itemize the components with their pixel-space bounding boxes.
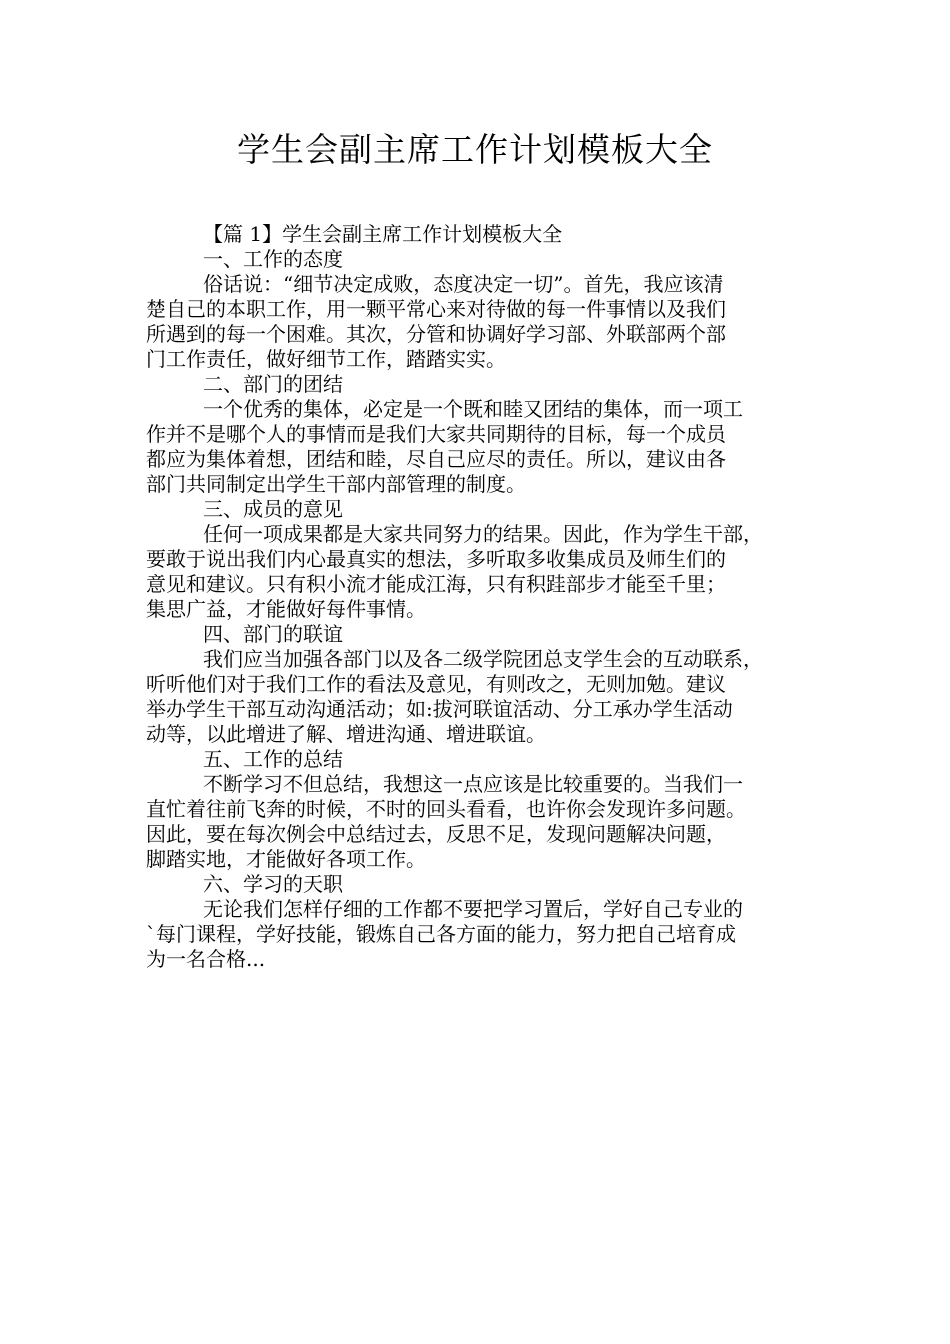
document-body: [146, 222, 808, 972]
paragraph-line: 无论我们怎样仔细的工作都不要把学习置后，学好自己专业的: [203, 897, 743, 921]
paragraph-line: 不断学习不但总结，我想这一点应该是比较重要的。当我们一: [203, 772, 743, 796]
paragraph-line: `每门课程，学好技能，锻炼自己各方面的能力，努力把自己培育成: [146, 922, 736, 946]
paragraph-line: 楚自己的本职工作，用一颗平常心来对待做的每一件事情以及我们: [146, 297, 726, 321]
paragraph-line: 六、学习的天职: [203, 872, 343, 896]
paragraph-line: 举办学生干部互动沟通活动；如:拔河联谊活动、分工承办学生活动: [146, 697, 733, 721]
paragraph-line: 三、成员的意见: [203, 497, 343, 521]
paragraph-line: 集思广益，才能做好每件事情。: [146, 597, 426, 621]
paragraph-line: 因此，要在每次例会中总结过去，反思不足，发现问题解决问题，: [146, 822, 726, 846]
paragraph-line: 一、工作的态度: [203, 247, 343, 271]
paragraph-line: 二、部门的团结: [203, 372, 343, 396]
paragraph-line: 直忙着往前飞奔的时候，不时的回头看看，也许你会发现许多问题。: [146, 797, 746, 821]
paragraph-line: 所遇到的每一个困难。其次，分管和协调好学习部、外联部两个部: [146, 322, 726, 346]
paragraph-line: 听听他们对于我们工作的看法及意见，有则改之，无则加勉。建议: [146, 672, 726, 696]
document-title: 学生会副主席工作计划模板大全: [237, 130, 713, 169]
paragraph-line: 要敢于说出我们内心最真实的想法，多听取多收集成员及师生们的: [146, 547, 726, 571]
paragraph-line: 四、部门的联谊: [203, 622, 343, 646]
paragraph-line: 作并不是哪个人的事情而是我们大家共同期待的目标，每一个成员: [146, 422, 726, 446]
paragraph-line: 我们应当加强各部门以及各二级学院团总支学生会的互动联系，: [203, 647, 763, 671]
paragraph-line: 为一名合格...: [146, 947, 266, 971]
paragraph-line: 门工作责任，做好细节工作，踏踏实实。: [146, 347, 506, 371]
paragraph-line: 意见和建议。只有积小流才能成江海，只有积跬部步才能至千里；: [146, 572, 726, 596]
paragraph-line: 俗话说：“细节决定成败，态度决定一切”。首先，我应该清: [203, 272, 724, 296]
paragraph-line: 五、工作的总结: [203, 747, 343, 771]
paragraph-line: 脚踏实地，才能做好各项工作。: [146, 847, 426, 871]
paragraph-line: 任何一项成果都是大家共同努力的结果。因此，作为学生干部，: [203, 522, 763, 546]
paragraph-line: 一个优秀的集体，必定是一个既和睦又团结的集体，而一项工: [203, 397, 743, 421]
paragraph-line: 部门共同制定出学生干部内部管理的制度。: [146, 472, 526, 496]
paragraph-line: 【篇 1】学生会副主席工作计划模板大全: [203, 222, 563, 246]
paragraph-line: 动等，以此增进了解、增进沟通、增进联谊。: [146, 722, 546, 746]
paragraph-line: 都应为集体着想，团结和睦，尽自己应尽的责任。所以，建议由各: [146, 447, 726, 471]
